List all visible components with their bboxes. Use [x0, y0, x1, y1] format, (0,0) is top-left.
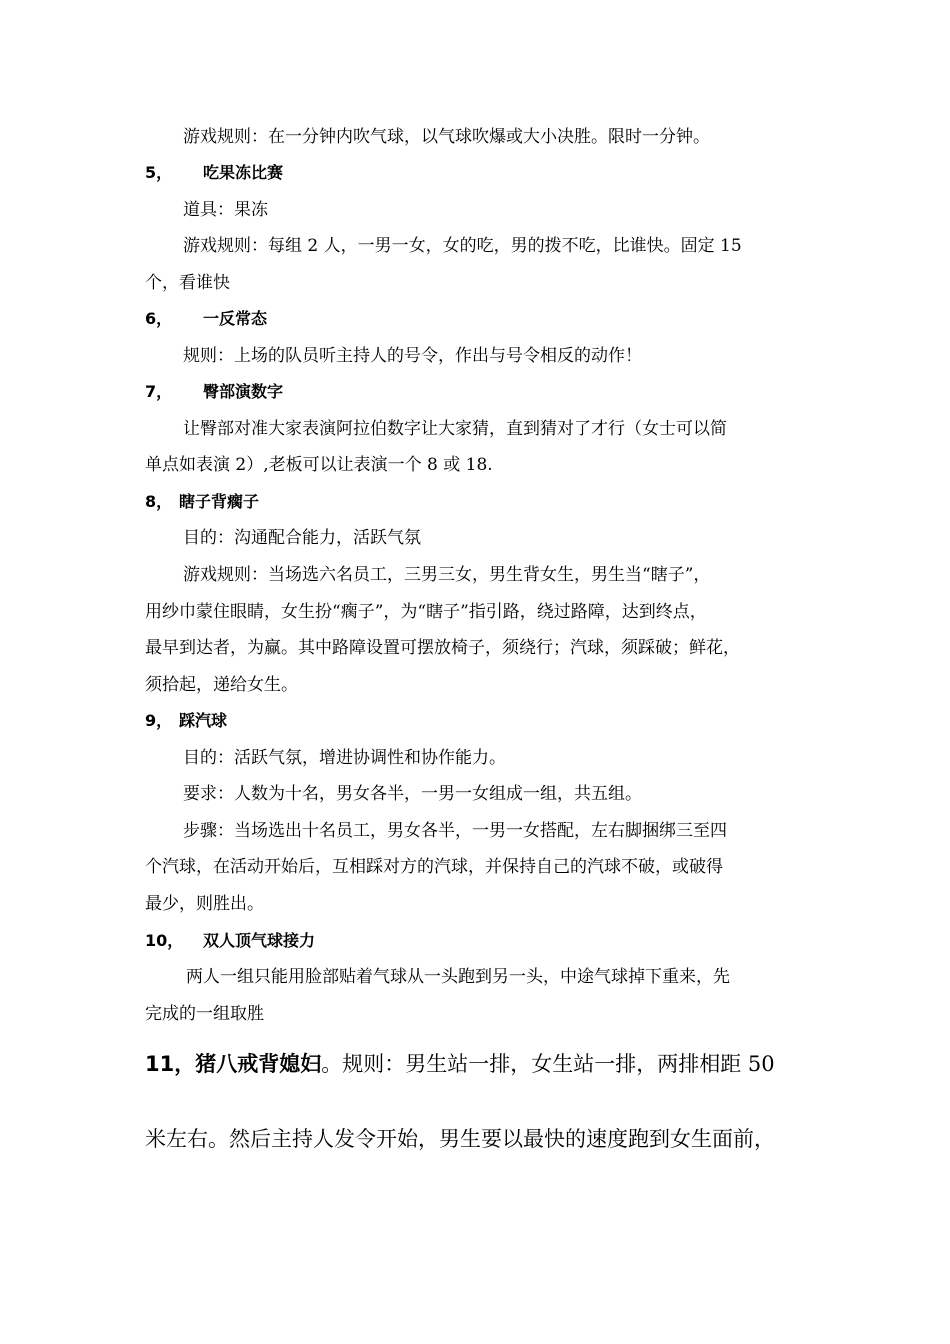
paragraph-line: 规则：上场的队员听主持人的号令，作出与号令相反的动作！ — [183, 346, 642, 366]
heading-title: 一反常态 — [203, 309, 268, 328]
paragraph-line: 要求：人数为十名，男女各半，一男一女组成一组，共五组。 — [183, 784, 642, 804]
paragraph-line: 个汽球，在活动开始后，互相踩对方的汽球，并保持自己的汽球不破，或破得 — [145, 857, 723, 877]
paragraph-line: 单点如表演 2）,老板可以让表演一个 8 或 18. — [145, 455, 493, 475]
paragraph-line: 个，看谁快 — [145, 273, 230, 293]
paragraph-line: 米左右。然后主持人发令开始，男生要以最快的速度跑到女生面前， — [145, 1127, 775, 1151]
paragraph-line: 目的：活跃气氛，增进协调性和协作能力。 — [183, 748, 506, 768]
section-heading-10 — [145, 930, 315, 952]
paragraph-line: 道具：果冻 — [183, 200, 268, 220]
heading-title: 瞎子背瘸子 — [179, 492, 260, 511]
section-heading-11 — [145, 1050, 775, 1078]
paragraph-line: 目的：沟通配合能力，活跃气氛 — [183, 528, 421, 548]
heading-number: 8， — [145, 492, 173, 511]
paragraph-line: 步骤：当场选出十名员工，男女各半，一男一女搭配，左右脚捆绑三至四 — [183, 821, 727, 841]
paragraph-line: 用纱巾蒙住眼睛，女生扮“瘸子”，为“瞎子”指引路，绕过路障，达到终点， — [145, 602, 707, 622]
section-heading-5 — [145, 162, 283, 184]
section-heading-9 — [145, 710, 227, 732]
section-heading-8 — [145, 491, 259, 513]
heading-number: 5， — [145, 163, 173, 182]
paragraph-line: 两人一组只能用脸部贴着气球从一头跑到另一头，中途气球掉下重来，先 — [186, 967, 730, 987]
paragraph-line: 完成的一组取胜 — [145, 1004, 264, 1024]
paragraph-line: 最早到达者，为赢。其中路障设置可摆放椅子，须绕行；汽球，须踩破；鲜花， — [145, 638, 740, 658]
heading-title: 吃果冻比赛 — [203, 163, 284, 182]
paragraph-line: 游戏规则：每组 2 人，一男一女，女的吃，男的拨不吃，比谁快。固定 15 — [183, 236, 742, 256]
heading-title: 双人顶气球接力 — [203, 931, 316, 950]
heading-number: 9， — [145, 711, 173, 730]
heading-number: 6， — [145, 309, 173, 328]
heading-title: 11，猪八戒背媳妇 — [145, 1052, 322, 1076]
paragraph-line: 游戏规则：当场选六名员工，三男三女，男生背女生，男生当“瞎子”， — [183, 565, 711, 585]
section-heading-6 — [145, 308, 267, 330]
paragraph-line: 须拾起，递给女生。 — [145, 675, 298, 695]
heading-number: 7， — [145, 382, 173, 401]
heading-title: 臀部演数字 — [203, 382, 284, 401]
heading-rest: 。规则：男生站一排，女生站一排，两排相距 50 — [321, 1052, 775, 1076]
heading-title: 踩汽球 — [179, 711, 228, 730]
paragraph-line: 让臀部对准大家表演阿拉伯数字让大家猜，直到猜对了才行（女士可以简 — [183, 419, 727, 439]
section-heading-7 — [145, 381, 283, 403]
paragraph-line: 游戏规则：在一分钟内吹气球，以气球吹爆或大小决胜。限时一分钟。 — [183, 127, 710, 147]
paragraph-line: 最少，则胜出。 — [145, 894, 264, 914]
heading-number: 10， — [145, 931, 184, 950]
